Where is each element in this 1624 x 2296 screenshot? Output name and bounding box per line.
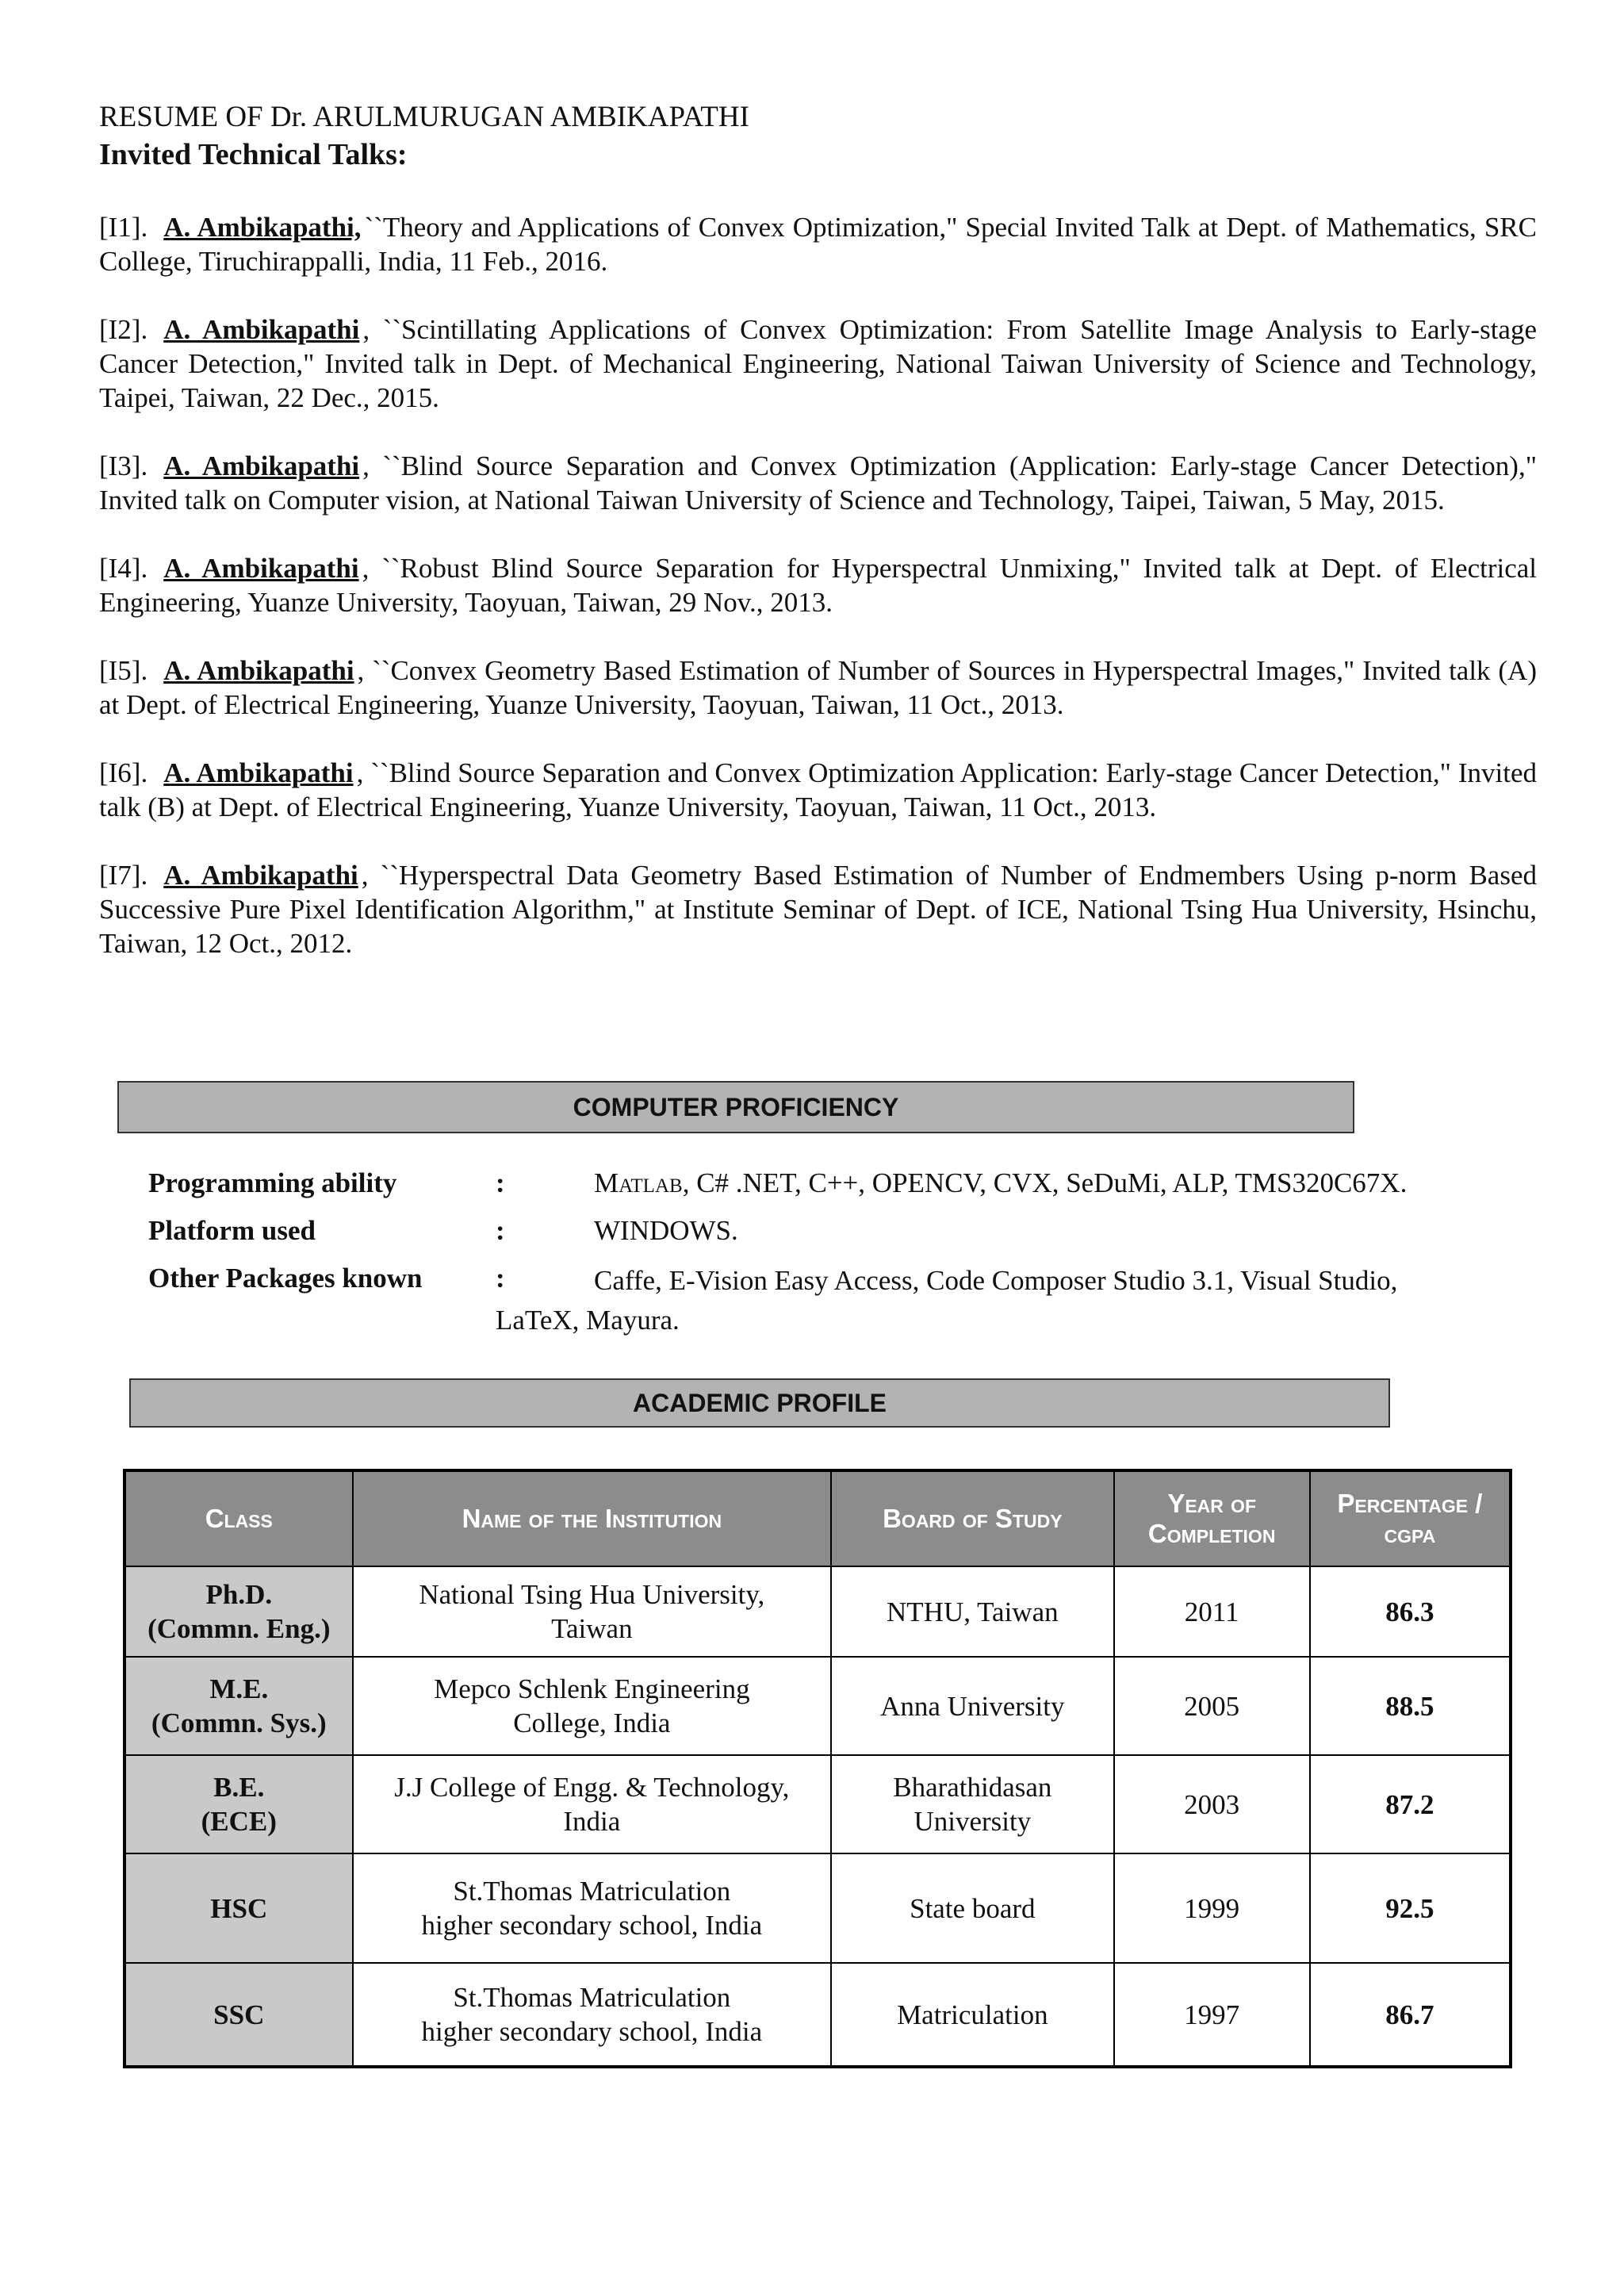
proficiency-value-text: , C# .NET, C++, OPENCV, CVX, SeDuMi, ALP, TMS320C67X. <box>682 1167 1408 1198</box>
proficiency-row <box>148 1213 1544 1261</box>
table-row <box>124 1755 1511 1853</box>
talk-item <box>99 654 1537 722</box>
cell-line: Mepco Schlenk Engineering <box>434 1673 750 1704</box>
proficiency-value <box>594 1166 1538 1201</box>
talk-id: [I7]. <box>99 860 148 891</box>
talk-item <box>99 756 1537 824</box>
talk-text: , ``Convex Geometry Based Estimation of Number of Sources in Hyperspectral Images," Invited talk (A) at Dept. of Electrical Engineering, Yuanze University, Taoyuan, Taiwan, 11 Oct., 2013. <box>99 655 1537 720</box>
talk-author: A. Ambikapathi <box>163 553 359 584</box>
proficiency-value-smallcaps: Matlab <box>594 1167 683 1198</box>
cell-line: St.Thomas Matriculation <box>453 1982 731 2013</box>
academic-profile-banner: ACADEMIC PROFILE <box>129 1378 1390 1428</box>
cell-line: St.Thomas Matriculation <box>453 1876 731 1907</box>
cell-line: higher secondary school, India <box>421 2016 763 2047</box>
cell-year: 2011 <box>1114 1566 1310 1657</box>
table-row <box>124 1657 1511 1755</box>
proficiency-row <box>148 1261 1544 1348</box>
proficiency-colon: : <box>496 1167 505 1198</box>
talk-id: [I1]. <box>99 212 148 243</box>
talk-text: ``Theory and Applications of Convex Optimization," Special Invited Talk at Dept. of Mathematics, SRC College, Tiruchirappalli, India, 11 Feb., 2016. <box>99 212 1537 277</box>
proficiency-label: Platform used <box>148 1215 316 1246</box>
cell-line: B.E. <box>213 1772 265 1803</box>
talk-text: , ``Blind Source Separation and Convex Optimization Application: Early-stage Cancer Detection," Invited talk (B) at Dept. of Electrical Engineering, Yuanze University, Taoyuan, Taiwan, 11 Oct., 2013. <box>99 757 1537 822</box>
proficiency-value: Caffe, E-Vision Easy Access, Code Composer Studio 3.1, Visual Studio, LaTeX, Mayura. <box>496 1265 1398 1336</box>
proficiency-label: Programming ability <box>148 1167 397 1198</box>
cell-board: Anna University <box>831 1657 1113 1755</box>
proficiency-colon: : <box>496 1263 505 1294</box>
talk-text: , ``Scintillating Applications of Convex Optimization: From Satellite Image Analysis to Early-stage Cancer Detection," Invited talk in Dept. of Mechanical Engineering, National Taiwan University of Science and Technology, Taipei, Taiwan, 22 Dec., 2015. <box>99 314 1537 413</box>
table-row <box>124 1963 1511 2067</box>
cell-percentage: 92.5 <box>1310 1853 1511 1963</box>
section-heading-invited-talks: Invited Technical Talks: <box>99 138 408 171</box>
cell-line: (Commn. Sys.) <box>151 1708 327 1738</box>
proficiency-label: Other Packages known <box>148 1263 423 1294</box>
cell-institution <box>353 1755 832 1853</box>
cell-line: India <box>563 1806 621 1837</box>
talk-id: [I3]. <box>99 450 148 481</box>
table-header-row <box>124 1470 1511 1566</box>
column-header-class: Class <box>124 1470 353 1566</box>
invited-talks-list <box>99 210 1537 995</box>
cell-class: HSC <box>124 1853 353 1963</box>
computer-proficiency-banner: COMPUTER PROFICIENCY <box>117 1081 1354 1133</box>
cell-class <box>124 1755 353 1853</box>
talk-item <box>99 312 1537 415</box>
cell-percentage: 86.3 <box>1310 1566 1511 1657</box>
talk-id: [I5]. <box>99 655 148 686</box>
proficiency-value: WINDOWS. <box>594 1215 738 1246</box>
talk-item <box>99 210 1537 278</box>
cell-line: (Commn. Eng.) <box>147 1613 331 1644</box>
talk-author: A. Ambikapathi <box>163 655 354 686</box>
cell-institution <box>353 1657 832 1755</box>
column-header-year: Year of Completion <box>1114 1470 1310 1566</box>
cell-year: 2003 <box>1114 1755 1310 1853</box>
talk-author: A. Ambikapathi, <box>163 212 362 243</box>
cell-class <box>124 1657 353 1755</box>
cell-line: Ph.D. <box>205 1579 273 1610</box>
cell-institution <box>353 1566 832 1657</box>
talk-text: , ``Blind Source Separation and Convex Optimization (Application: Early-stage Cancer Detection)," Invited talk on Computer vision, at National Taiwan University of Science and Technology, Taipei, Taiwan, 5 May, 2015. <box>99 450 1537 516</box>
cell-line: higher secondary school, India <box>421 1910 763 1941</box>
cell-institution <box>353 1963 832 2067</box>
cell-institution <box>353 1853 832 1963</box>
talk-text: , ``Hyperspectral Data Geometry Based Estimation of Number of Endmembers Using p-norm Based Successive Pure Pixel Identification Algorithm," at Institute Seminar of Dept. of ICE, National Tsing Hua University, Hsinchu, Taiwan, 12 Oct., 2012. <box>99 860 1537 959</box>
column-header-percentage: Percentage / cgpa <box>1310 1470 1511 1566</box>
cell-line: (ECE) <box>201 1806 277 1837</box>
talk-author: A. Ambikapathi <box>163 757 354 788</box>
talk-text: , ``Robust Blind Source Separation for Hyperspectral Unmixing," Invited talk at Dept. of Electrical Engineering, Yuanze University, Taoyuan, Taiwan, 29 Nov., 2013. <box>99 553 1538 618</box>
cell-line: University <box>914 1806 1032 1837</box>
talk-item <box>99 449 1537 517</box>
cell-percentage: 88.5 <box>1310 1657 1511 1755</box>
cell-board <box>831 1755 1113 1853</box>
cell-year: 2005 <box>1114 1657 1310 1755</box>
proficiency-row <box>148 1166 1544 1213</box>
document-title: RESUME OF Dr. ARULMURUGAN AMBIKAPATHI <box>99 101 749 133</box>
talk-author: A. Ambikapathi <box>163 314 360 345</box>
cell-percentage: 86.7 <box>1310 1963 1511 2067</box>
proficiency-colon: : <box>496 1215 505 1246</box>
talk-id: [I6]. <box>99 757 148 788</box>
table-row <box>124 1853 1511 1963</box>
cell-class <box>124 1566 353 1657</box>
cell-line: Taiwan <box>551 1613 633 1644</box>
computer-proficiency-list <box>148 1166 1544 1348</box>
talk-item <box>99 858 1537 960</box>
talk-id: [I2]. <box>99 314 148 345</box>
cell-board: Matriculation <box>831 1963 1113 2067</box>
cell-year: 1999 <box>1114 1853 1310 1963</box>
cell-line: J.J College of Engg. & Technology, <box>394 1772 790 1803</box>
cell-board: State board <box>831 1853 1113 1963</box>
cell-line: National Tsing Hua University, <box>419 1579 765 1610</box>
talk-item <box>99 551 1537 619</box>
talk-id: [I4]. <box>99 553 148 584</box>
cell-line: Bharathidasan <box>893 1772 1052 1803</box>
table-row <box>124 1566 1511 1657</box>
cell-line: M.E. <box>209 1673 269 1704</box>
cell-board: NTHU, Taiwan <box>831 1566 1113 1657</box>
column-header-institution: Name of the Institution <box>353 1470 832 1566</box>
column-header-board: Board of Study <box>831 1470 1113 1566</box>
cell-year: 1997 <box>1114 1963 1310 2067</box>
cell-line: College, India <box>513 1708 671 1738</box>
cell-percentage: 87.2 <box>1310 1755 1511 1853</box>
talk-author: A. Ambikapathi <box>163 450 360 481</box>
talk-author: A. Ambikapathi <box>163 860 358 891</box>
academic-table <box>123 1469 1512 2068</box>
cell-class: SSC <box>124 1963 353 2067</box>
